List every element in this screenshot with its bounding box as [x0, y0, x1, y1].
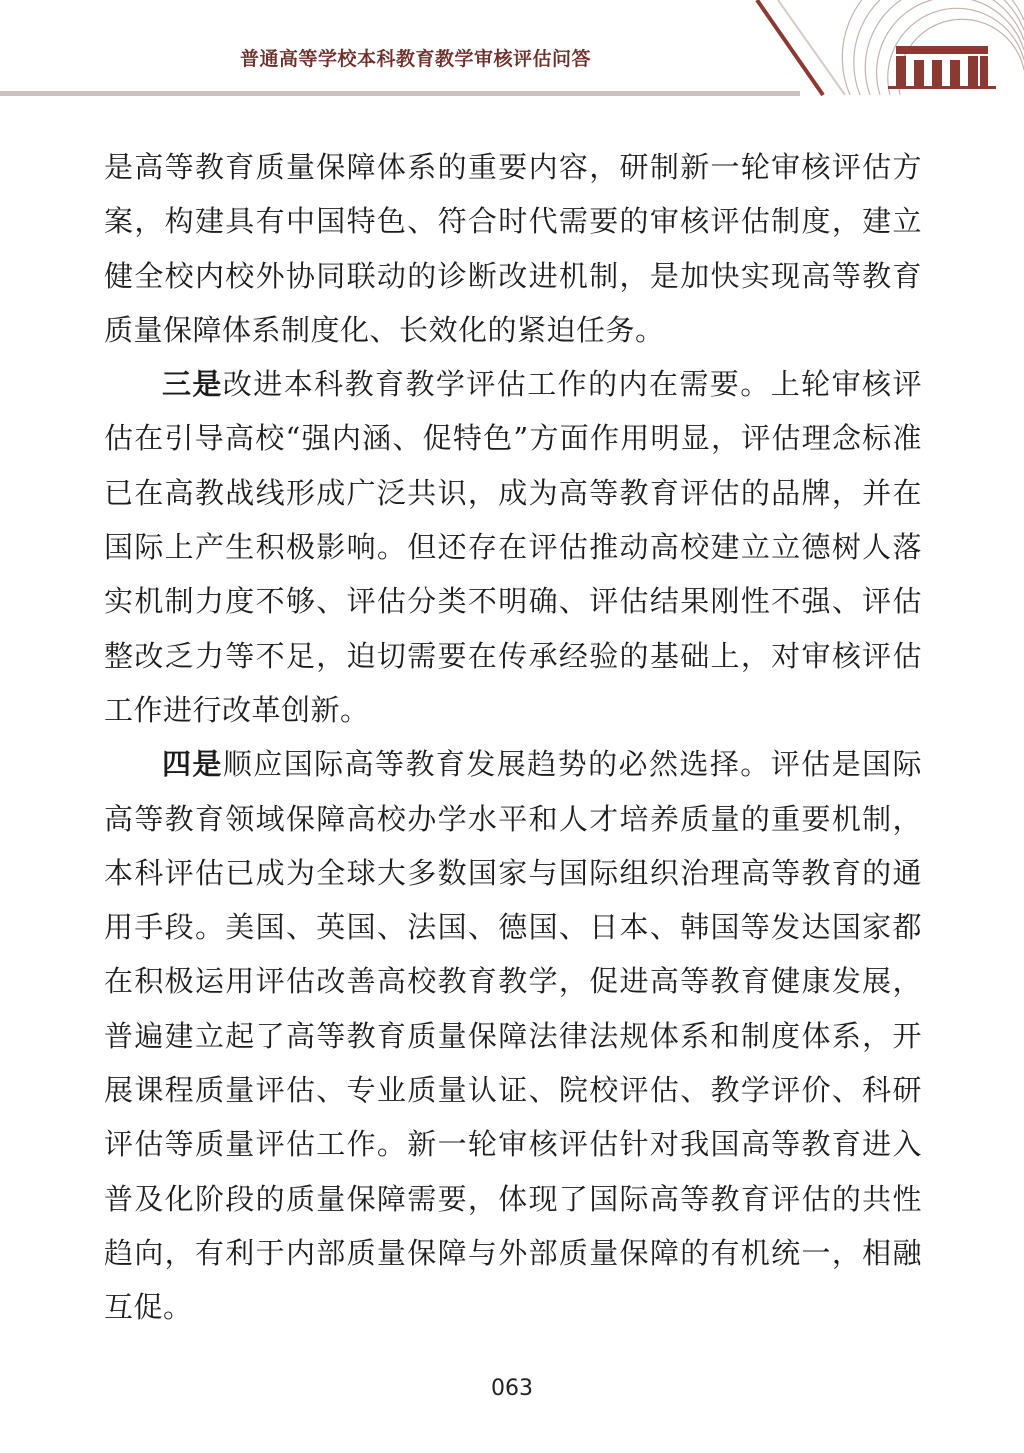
header-diagonal-accent	[757, 0, 823, 95]
paragraph-lead: 三是	[162, 367, 223, 402]
paragraph-text: 顺应国际高等教育发展趋势的必然选择。评估是国际高等教育领域保障高校办学水平和人才培养质量的重要机制，本科评估已成为全球大多数国家与国际组织治理高等教育的通用手段。美国、英国、法国、德国、日本、韩国等发达国家都在积极运用评估改善高校教育教学，促进高等教育健康发展，普遍建立起了高等教育质量保障法律法规体系和制度体系，开展课程质量评估、专业质量认证、院校评估、教学评价、科研评估等质量评估工作。新一轮审核评估针对我国高等教育进入普及化阶段的质量保障需要，体现了国际高等教育评估的共性趋向，有利于内部质量保障与外部质量保障的有机统一，相融互促。	[104, 747, 922, 1325]
paragraph-third-reason	[104, 357, 922, 737]
paragraph-lead: 四是	[162, 747, 223, 782]
paragraph-text: 改进本科教育教学评估工作的内在需要。上轮审核评估在引导高校“强内涵、促特色”方面作用明显，评估理念标准已在高教战线形成广泛共识，成为高等教育评估的品牌，并在国际上产生积极影响。但还存在评估推动高校建立立德树人落实机制力度不够、评估分类不明确、评估结果刚性不强、评估整改乏力等不足，迫切需要在传承经验的基础上，对审核评估工作进行改革创新。	[104, 367, 922, 727]
gate-building-icon	[888, 46, 996, 89]
header-rule	[0, 91, 800, 96]
page-number: 063	[491, 1376, 533, 1401]
paragraph-continuation	[104, 140, 922, 357]
paragraph-fourth-reason	[104, 737, 922, 1334]
page-header	[0, 0, 1024, 100]
running-title: 普通高等学校本科教育教学审核评估问答	[240, 48, 592, 70]
article-body	[104, 140, 922, 1335]
paragraph-text: 是高等教育质量保障体系的重要内容，研制新一轮审核评估方案，构建具有中国特色、符合时代需要的审核评估制度，建立健全校内校外协同联动的诊断改进机制，是加快实现高等教育质量保障体系制度化、长效化的紧迫任务。	[104, 150, 922, 347]
